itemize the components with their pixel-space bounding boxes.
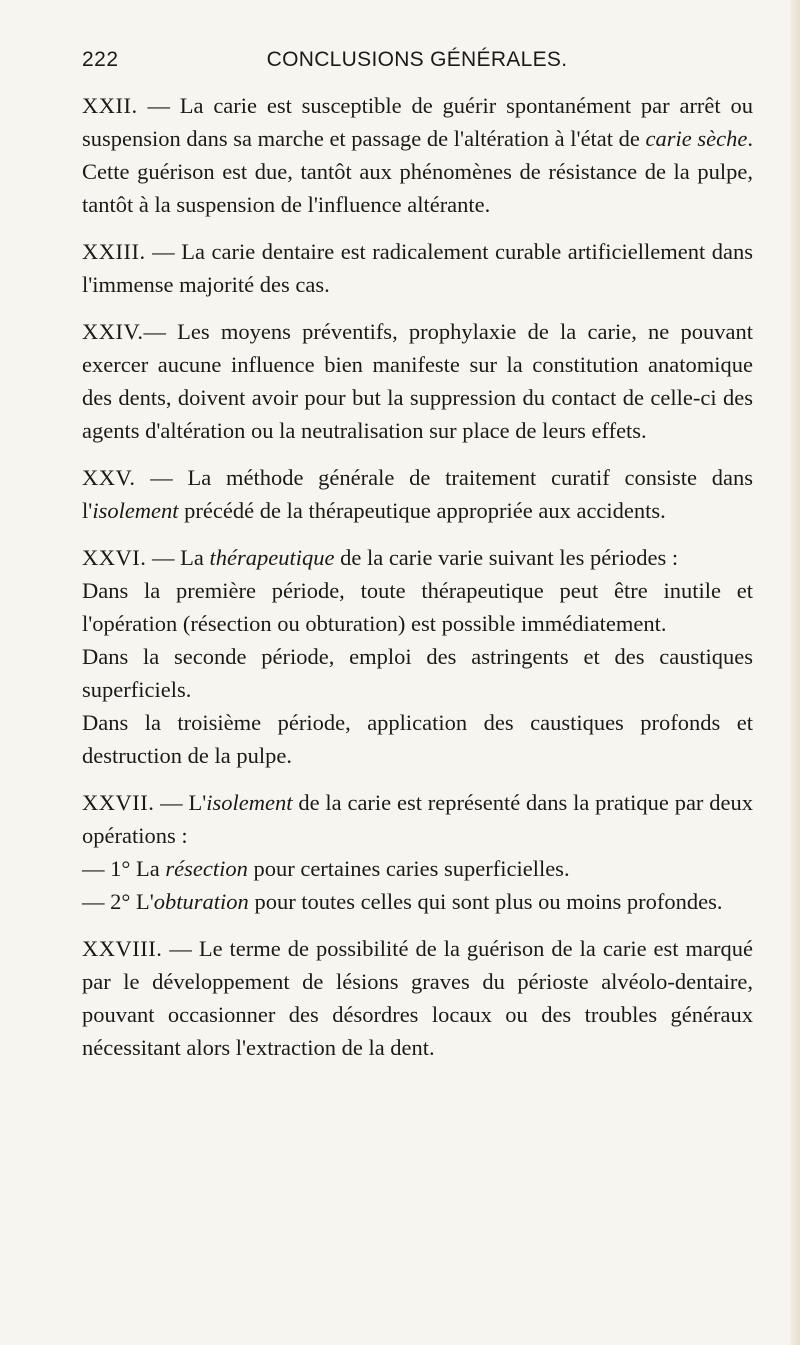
list-item-text: pour certaines caries superficielles.: [247, 856, 570, 881]
page-body: [82, 89, 753, 1078]
paragraph-xxvii-item-1: [82, 852, 753, 885]
paragraph-text: — La: [146, 545, 210, 570]
paragraph-text: précédé de la thérapeutique appropriée aux accidents.: [178, 498, 666, 523]
paragraph-xxvii: [82, 786, 753, 852]
page-header: [82, 48, 752, 84]
page-number: 222: [82, 48, 119, 71]
list-item-text: pour toutes celles qui sont plus ou moins profondes.: [248, 889, 723, 914]
paragraph-text: — La méthode générale de traitement curatif consiste dans l': [82, 465, 753, 523]
paragraph-text: — Les moyens préventifs, prophylaxie de la carie, ne pouvant exercer aucune influence bien manifeste sur la constitution anatomique des dents, doivent avoir pour but la suppression du contact de celle-ci des agents d'altération ou la neutralisation sur place de leurs effets.: [82, 319, 753, 443]
paragraph-text: — L': [154, 790, 207, 815]
paragraph-xxviii: [82, 932, 753, 1064]
italic-term: isolement: [92, 498, 179, 523]
paragraph-xxvii-item-2: [82, 885, 753, 918]
section-number: XXIII.: [82, 239, 146, 264]
paragraph-text: de la carie est représenté dans la pratique par deux opérations :: [82, 790, 753, 848]
paragraph-xxii: [82, 89, 753, 221]
paragraph-text: — La carie dentaire est radicalement curable artificiellement dans l'immense majorité des cas.: [82, 239, 753, 297]
section-number: XXII.: [82, 93, 138, 118]
paragraph-xxvi: [82, 541, 753, 574]
paragraph-xxiv: [82, 315, 753, 447]
list-item-prefix: — 2° L': [82, 889, 154, 914]
italic-term: obturation: [153, 889, 249, 914]
section-number: XXVIII.: [82, 936, 163, 961]
italic-term: carie sèche: [645, 126, 748, 151]
paragraph-text: — La carie est susceptible de guérir spontanément par arrêt ou suspension dans sa marche et passage de l'altération à l'état de: [82, 93, 753, 151]
paragraph-text: — Le terme de possibilité de la guérison de la carie est marqué par le développement de lésions graves du périoste alvéolo-dentaire, pouvant occasionner des désordres locaux ou des troubles généraux nécessitant alors l'extraction de la dent.: [82, 936, 753, 1060]
italic-term: isolement: [206, 790, 293, 815]
paragraph-text: . Cette guérison est due, tantôt aux phénomènes de résistance de la pulpe, tantôt à la suspension de l'influence altérante.: [82, 126, 753, 217]
running-head: CONCLUSIONS GÉNÉRALES.: [266, 48, 568, 71]
paragraph-xxv: [82, 461, 753, 527]
paragraph-xxvi-period-3: Dans la troisième période, application des caustiques profonds et destruction de la pulpe.: [82, 710, 753, 768]
section-number: XXVII.: [82, 790, 155, 815]
page-edge: [790, 0, 800, 1345]
section-number: XXIV.: [82, 319, 144, 344]
italic-term: résection: [165, 856, 248, 881]
italic-term: thérapeutique: [209, 545, 335, 570]
section-number: XXV.: [82, 465, 136, 490]
section-number: XXVI.: [82, 545, 147, 570]
list-item-prefix: — 1° La: [82, 856, 166, 881]
paragraph-text: de la carie varie suivant les périodes :: [334, 545, 679, 570]
paragraph-xxiii: [82, 235, 753, 301]
paragraph-xxvi-period-1: Dans la première période, toute thérapeutique peut être inutile et l'opération (résection ou obturation) est possible immédiatement.: [82, 578, 753, 636]
paragraph-xxvi-period-2: Dans la seconde période, emploi des astringents et des caustiques superficiels.: [82, 644, 753, 702]
